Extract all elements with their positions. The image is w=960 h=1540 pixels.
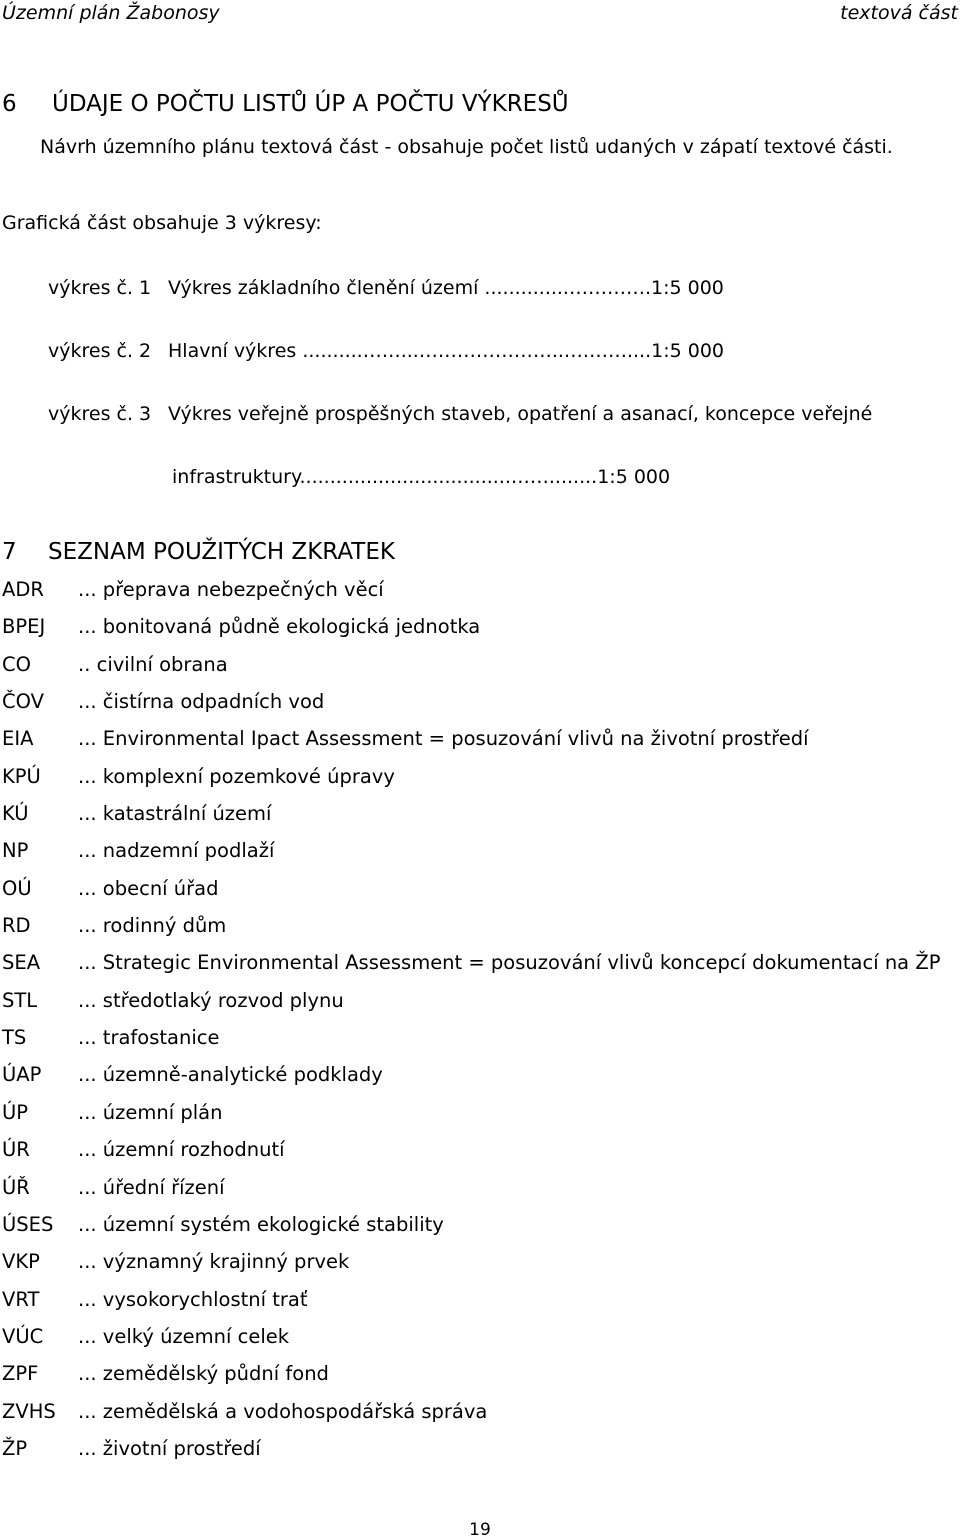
drawing-text: Výkres veřejně prospěšných staveb, opatření a asanací, koncepce veřejné [168, 403, 873, 425]
abbreviation-meaning: ... bonitovaná půdně ekologická jednotka [78, 615, 481, 639]
abbreviation-code: RD [2, 914, 31, 938]
section-6-number: 6 [2, 91, 17, 117]
abbreviation-code: ČOV [2, 690, 44, 714]
abbreviation-code: ADR [2, 578, 44, 601]
drawing-row-3 [48, 403, 872, 425]
abbreviation-code: ÚŘ [2, 1175, 30, 1199]
abbreviation-item [2, 1393, 940, 1430]
abbreviation-item [2, 907, 940, 944]
abbreviation-item [2, 571, 940, 608]
abbreviation-item [2, 758, 940, 795]
abbreviation-item [2, 1281, 940, 1318]
abbreviation-meaning: ... územní rozhodnutí [78, 1138, 285, 1162]
abbreviation-meaning: ... Strategic Environmental Assessment = posuzování vlivů koncepcí dokumentací na ŽP [78, 951, 941, 975]
abbreviation-code: ŽP [2, 1436, 28, 1460]
abbreviation-item [2, 683, 940, 720]
abbreviation-code: ÚR [2, 1138, 30, 1162]
abbreviation-meaning: ... územní plán [78, 1100, 223, 1124]
abbreviation-code: ÚAP [2, 1063, 42, 1087]
abbreviation-code: EIA [2, 727, 34, 751]
abbreviation-code: TS [2, 1026, 27, 1050]
abbreviation-item [2, 1206, 940, 1243]
abbreviation-item [2, 646, 940, 683]
abbreviation-code: ZPF [2, 1362, 39, 1386]
abbreviation-meaning: ... úřední řízení [78, 1175, 225, 1199]
abbreviation-meaning: ... trafostanice [78, 1026, 220, 1050]
abbreviation-code: CO [2, 652, 31, 676]
abbreviation-meaning: ... územně-analytické podklady [78, 1063, 383, 1087]
drawing-row-1 [48, 277, 724, 299]
abbreviation-code: ÚP [2, 1100, 29, 1124]
abbreviation-meaning: ... obecní úřad [78, 876, 219, 900]
abbreviation-code: KPÚ [2, 764, 41, 788]
page-number: 19 [469, 1520, 491, 1540]
drawing-label: výkres č. 3 [48, 403, 152, 425]
abbreviation-item [2, 1169, 940, 1206]
header-section-label: textová část [840, 2, 958, 24]
section-6-heading [2, 91, 569, 117]
abbreviation-code: OÚ [2, 876, 32, 900]
drawing-label: výkres č. 2 [48, 340, 152, 362]
abbreviation-code: ZVHS [2, 1399, 56, 1423]
abbreviation-code: VRT [2, 1287, 40, 1311]
abbreviation-item [2, 1131, 940, 1168]
drawing-text: Hlavní výkres ..........……...…………………..….……....1:5 000 [168, 340, 725, 362]
abbreviation-code: ÚSES [2, 1212, 54, 1236]
abbreviation-meaning: .. civilní obrana [78, 652, 228, 676]
abbreviation-meaning: ... zemědělská a vodohospodářská správa [78, 1399, 488, 1423]
abbreviation-item [2, 832, 940, 869]
abbreviation-code: SEA [2, 951, 41, 975]
header-document-title: Územní plán Žabonosy [2, 2, 220, 24]
abbreviation-meaning: ... přeprava nebezpečných věcí [78, 578, 384, 601]
abbreviation-meaning: ... nadzemní podlaží [78, 839, 275, 863]
abbreviation-item [2, 870, 940, 907]
abbreviation-item [2, 982, 940, 1019]
abbreviation-item [2, 1243, 940, 1280]
abbreviation-code: KÚ [2, 802, 29, 826]
drawing-label: výkres č. 1 [48, 277, 152, 299]
abbreviation-list [2, 571, 940, 1467]
abbreviation-item [2, 1094, 940, 1131]
abbreviation-item [2, 1318, 940, 1355]
abbreviation-meaning: ... zemědělský půdní fond [78, 1362, 329, 1386]
drawing-text: Výkres základního členění území ..............………….1:5 000 [168, 277, 724, 299]
abbreviation-item [2, 795, 940, 832]
abbreviation-meaning: ... velký územní celek [78, 1324, 290, 1348]
abbreviation-meaning: ... rodinný dům [78, 914, 227, 938]
abbreviation-item [2, 1430, 940, 1467]
section-7-heading [2, 539, 395, 565]
section-7-title: SEZNAM POUŽITÝCH ZKRATEK [48, 539, 395, 565]
graphic-part-intro: Grafická část obsahuje 3 výkresy: [2, 212, 322, 234]
section-6-title: ÚDAJE O POČTU LISTŮ ÚP A POČTU VÝKRESŮ [52, 91, 569, 117]
abbreviation-meaning: ... čistírna odpadních vod [78, 690, 325, 714]
abbreviation-item [2, 1019, 940, 1056]
abbreviation-item [2, 944, 940, 981]
abbreviation-meaning: ... komplexní pozemkové úpravy [78, 764, 395, 788]
section-7-number: 7 [2, 539, 17, 565]
abbreviation-item [2, 608, 940, 645]
abbreviation-meaning: ... významný krajinný prvek [78, 1250, 350, 1274]
abbreviation-meaning: ... územní systém ekologické stability [78, 1212, 444, 1236]
abbreviation-code: VÚC [2, 1324, 44, 1348]
abbreviation-code: VKP [2, 1250, 40, 1274]
section-6-paragraph: Návrh územního plánu textová část - obsahuje počet listů udaných v zápatí textové části. [40, 136, 893, 158]
abbreviation-item [2, 1355, 940, 1392]
abbreviation-code: BPEJ [2, 615, 46, 639]
abbreviation-meaning: ... životní prostředí [78, 1436, 261, 1460]
abbreviation-item [2, 720, 940, 757]
abbreviation-meaning: ... vysokorychlostní trať [78, 1287, 308, 1311]
drawing-row-2 [48, 340, 724, 362]
abbreviation-code: STL [2, 988, 38, 1012]
abbreviation-meaning: ... středotlaký rozvod plynu [78, 988, 344, 1012]
abbreviation-meaning: ... Environmental Ipact Assessment = posuzování vlivů na životní prostředí [78, 727, 809, 751]
abbreviation-code: NP [2, 839, 29, 863]
abbreviation-item [2, 1056, 940, 1093]
abbreviation-meaning: ... katastrální území [78, 802, 272, 826]
drawing-3-continuation: infrastruktury...................................……........1:5 000 [172, 466, 671, 488]
